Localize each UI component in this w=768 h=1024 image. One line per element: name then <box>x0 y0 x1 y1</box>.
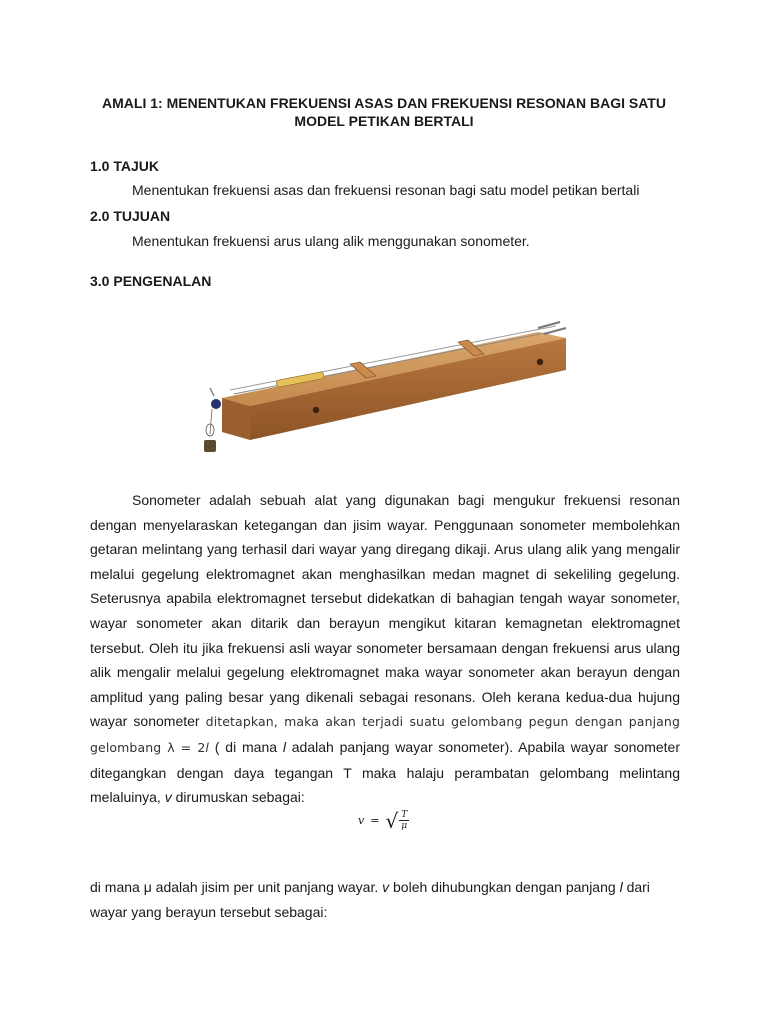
formula-sqrt <box>385 810 409 831</box>
formula-denominator: μ <box>401 821 408 831</box>
clamp <box>210 388 214 396</box>
para2-text-b: boleh dihubungkan dengan panjang <box>389 879 620 895</box>
heading-pengenalan: 3.0 PENGENALAN <box>90 273 212 289</box>
para2-text-a: di mana μ adalah jisim per unit panjang wayar. <box>90 879 383 895</box>
tuning-peg <box>544 328 566 334</box>
formula-lhs: v <box>358 814 365 827</box>
velocity-formula <box>358 810 409 831</box>
title-line-1: AMALI 1: MENENTUKAN FREKUENSI ASAS DAN FREKUENSI RESONAN BAGI SATU <box>102 95 666 111</box>
weight-string <box>210 409 212 434</box>
sound-hole <box>537 359 543 365</box>
pulley <box>211 399 221 409</box>
tajuk-text: Menentukan frekuensi asas dan frekuensi resonan bagi satu model petikan bertali <box>132 182 640 198</box>
weight <box>204 440 216 452</box>
intro-text-part4: adalah panjang wayar sonometer). Apabila wayar sonometer ditegangkan dengan daya tegangan T maka halaju perambatan gelombang melintang melaluinya, <box>90 738 680 806</box>
sound-hole <box>313 407 319 413</box>
intro-paragraph <box>90 488 680 810</box>
sqrt-icon: √ <box>385 808 399 833</box>
var-l: l <box>619 879 623 895</box>
formula-fraction <box>399 810 409 831</box>
var-l: l <box>205 739 209 755</box>
intro-text-part2: ditetapkan, maka akan terjadi suatu gelombang pegun dengan panjang gelombang λ = 2 <box>90 714 680 755</box>
intro-text-part3: ( di mana <box>208 738 283 755</box>
intro-text-part5: dirumuskan sebagai: <box>171 789 305 806</box>
sonometer-image <box>200 312 580 462</box>
formula-numerator: T <box>401 810 408 820</box>
title-line-2: MODEL PETIKAN BERTALI <box>294 113 474 129</box>
tujuan-text: Menentukan frekuensi arus ulang alik menggunakan sonometer. <box>132 233 530 249</box>
var-l: l <box>282 738 286 755</box>
heading-tajuk: 1.0 TAJUK <box>90 158 159 174</box>
document-title <box>90 94 678 130</box>
para2-text-c: dari wayar yang berayun tersebut sebagai: <box>90 879 650 920</box>
intro-text-part1: Sonometer adalah sebuah alat yang digunakan bagi mengukur frekuensi resonan dengan menyelaraskan ketegangan dan jisim wayar. Penggunaan sonometer membolehkan getaran melintang yang terhasil dari wayar yang diregang dikaji. Arus ulang alik yang mengalir melalui gegelung elektromagnet akan menghasilkan medan magnet di sekeliling gegelung. Seterusnya apabila elektromagnet tersebut didekatkan di bahagian tengah wayar sonometer, wayar sonometer akan ditarik dan berayun mengikut kitaran kemagnetan elektromagnet tersebut. Oleh itu jika frekuensi asli wayar sonometer bersamaan dengan frekuensi arus ulang alik mengalir melalui gegelung elektromagnet maka wayar sonometer akan berayun dengan amplitud yang paling besar yang dikenali sebagai resonans. Oleh kerana kedua-dua hujung wayar sonometer <box>90 492 680 730</box>
var-v: v <box>164 789 172 806</box>
second-paragraph <box>90 875 680 924</box>
formula-equals: = <box>370 814 380 827</box>
var-v: v <box>382 879 390 895</box>
heading-tujuan: 2.0 TUJUAN <box>90 208 171 224</box>
